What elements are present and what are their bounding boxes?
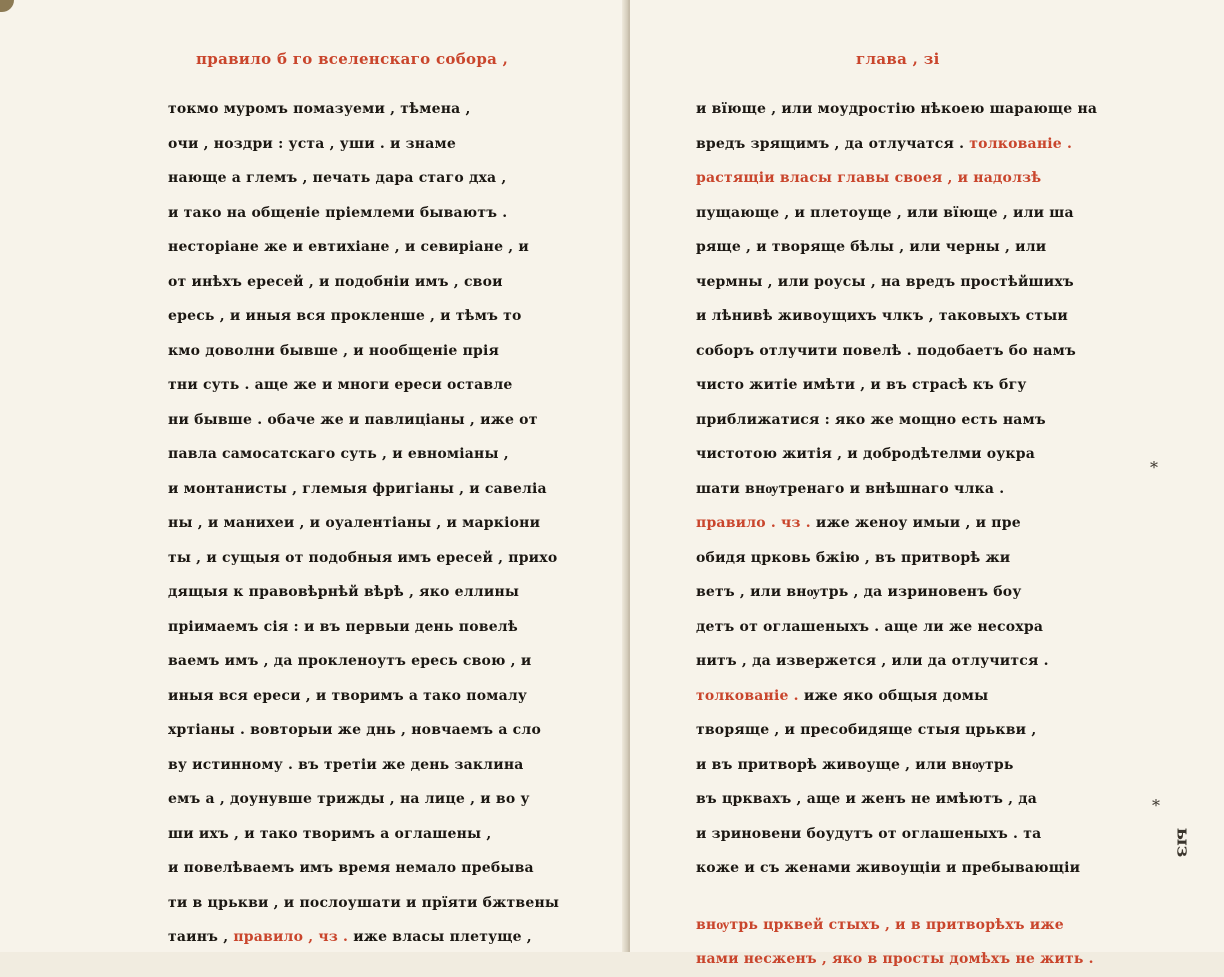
- rubric-text: толкованіе .: [696, 687, 804, 704]
- body-text: приближатися : яко же мощно есть намъ: [696, 411, 1046, 428]
- text-line: [696, 908, 1126, 943]
- text-line: [168, 575, 588, 610]
- text-line: [696, 127, 1126, 162]
- text-line: [696, 437, 1126, 472]
- text-line: [696, 92, 1126, 127]
- text-line: [168, 851, 588, 886]
- body-text: токмо муромъ помазуеми , тѣмена ,: [168, 101, 471, 117]
- text-line: [696, 942, 1126, 977]
- left-page-header: правило б го вселенскаго собора ,: [196, 50, 509, 68]
- folio-number: ыз: [1172, 827, 1194, 858]
- body-text: нающе а глемъ , печать дара стаго дха ,: [168, 170, 507, 186]
- body-text: вредъ зрящимъ , да отлучатся .: [696, 135, 970, 152]
- text-line: [168, 610, 588, 645]
- body-text: коже и съ женами живоущіи и пребывающіи: [696, 860, 1081, 876]
- text-line: [168, 713, 588, 748]
- body-text: иже женоу имыи , и пре: [815, 515, 1021, 531]
- text-line: [696, 334, 1126, 369]
- body-text: детъ от оглашеныхъ . аще ли же несохра: [696, 618, 1044, 635]
- text-line: [696, 644, 1126, 679]
- rubric-text: внѹтрь црквей стыхъ , и в притворѣхъ иже: [696, 916, 1064, 933]
- body-text: павла самосатскаго суть , и евноміаны ,: [168, 446, 509, 462]
- body-text: чисто житіе имѣти , и въ страсѣ къ бгу: [696, 377, 1027, 393]
- text-line: [696, 851, 1126, 886]
- text-line: [696, 161, 1126, 196]
- rubric-text: растящіи власы главы своея , и надолзѣ: [696, 170, 1042, 186]
- text-line: [696, 299, 1126, 334]
- body-text: ты , и сущыя от подобныя имъ ересей , прихо: [168, 549, 558, 566]
- body-text: въ црквахъ , аще и женъ не имѣютъ , да: [696, 791, 1038, 807]
- body-text: пущающе , и плетоуще , или вїюще , или ша: [696, 204, 1074, 221]
- body-text: и повелѣваемъ имъ время немало пребыва: [168, 860, 534, 876]
- body-text: соборъ отлучити повелѣ . подобаетъ бо намъ: [696, 342, 1076, 359]
- body-text: ти в црькви , и послоушати и прїяти бжтвены: [168, 894, 560, 911]
- text-line: [168, 748, 588, 783]
- text-line: [168, 782, 588, 817]
- text-line: [696, 575, 1126, 610]
- text-line: [168, 161, 588, 196]
- body-text: чистотою житія , и добродѣтелми оукра: [696, 446, 1035, 462]
- left-page: [0, 0, 628, 952]
- text-line: [696, 782, 1126, 817]
- body-text: и вїюще , или моудростію нѣкоею шарающе на: [696, 101, 1098, 117]
- body-text: ши ихъ , и тако творимъ а оглашены ,: [168, 825, 492, 842]
- body-text: хртіаны . вовторыи же днь , новчаемъ а сло: [168, 722, 542, 738]
- body-text: ни бывше . обаче же и павлиціаны , иже от: [168, 411, 538, 428]
- text-line: [168, 817, 588, 852]
- text-line: [168, 679, 588, 714]
- body-text: пріимаемъ сія : и въ первыи день повелѣ: [168, 618, 518, 635]
- left-page-text: [168, 92, 588, 955]
- text-line: [696, 541, 1126, 576]
- body-text: и лѣнивѣ живоущихъ члкъ , таковыхъ стыи: [696, 308, 1069, 324]
- body-text: ряще , и творяще бѣлы , или черны , или: [696, 239, 1047, 255]
- body-text: иже власы плетуще ,: [348, 929, 532, 945]
- text-line: [168, 230, 588, 265]
- text-line: [696, 265, 1126, 300]
- body-text: обидя црковь бжію , въ притворѣ жи: [696, 549, 1011, 566]
- text-line: [168, 644, 588, 679]
- margin-star-mark: *: [1150, 458, 1158, 477]
- right-page: [630, 0, 1224, 967]
- page-corner-mark: [0, 0, 14, 12]
- text-line: [168, 334, 588, 369]
- body-text: очи , ноздри : уста , уши . и знаме: [168, 135, 456, 152]
- body-text: и въ притворѣ живоуще , или внѹтрь: [696, 756, 1014, 773]
- body-text: нитъ , да извержется , или да отлучится .: [696, 653, 1049, 669]
- body-text: ву истинному . въ третіи же день заклина: [168, 756, 524, 773]
- body-text: творяще , и пресобидяще стыя црькви ,: [696, 722, 1037, 738]
- body-text: шати внѹтренаго и внѣшнаго члка .: [696, 480, 1005, 497]
- body-text: и тако на общеніе пріемлеми бываютъ .: [168, 204, 508, 221]
- text-line: [696, 748, 1126, 783]
- body-text: дящыя к правовѣрнѣй вѣрѣ , яко еллины: [168, 584, 520, 600]
- text-line: [168, 92, 588, 127]
- text-line: [168, 886, 588, 921]
- body-text: иже яко общыя домы: [803, 687, 989, 704]
- text-line: [696, 368, 1126, 403]
- body-text: иныя вся ереси , и творимъ а тако помалу: [168, 687, 528, 704]
- text-line: [168, 437, 588, 472]
- text-line: [696, 610, 1126, 645]
- body-text: несторіане же и евтихіане , и севиріане , и: [168, 239, 530, 255]
- rubric-text: нами несженъ , яко в просты домѣхъ не жить .: [696, 951, 1094, 967]
- text-line: [168, 196, 588, 231]
- body-text: тни суть . аще же и многи ереси оставле: [168, 377, 513, 393]
- text-line: [696, 679, 1126, 714]
- text-line: [696, 403, 1126, 438]
- text-line: [696, 817, 1126, 852]
- body-text: и зриновени боудутъ от оглашеныхъ . та: [696, 825, 1042, 842]
- body-text: и монтанисты , глемыя фригіаны , и савеліа: [168, 480, 547, 497]
- text-line: [696, 713, 1126, 748]
- rubric-text: толкованіе .: [969, 135, 1073, 152]
- body-text: чермны , или роусы , на вредъ простѣйшихъ: [696, 273, 1074, 290]
- body-text: кмо доволни бывше , и нообщеніе прія: [168, 342, 500, 359]
- text-line: [168, 506, 588, 541]
- right-page-text: [696, 92, 1126, 977]
- body-text: ересь , и иныя вся прокленше , и тѣмъ то: [168, 308, 522, 324]
- body-text: ны , и манихеи , и оуалентіаны , и маркіони: [168, 515, 541, 531]
- text-line: [168, 472, 588, 507]
- rubric-text: правило , чз .: [233, 929, 349, 945]
- text-line: [696, 196, 1126, 231]
- text-line: [168, 127, 588, 162]
- text-line: [168, 541, 588, 576]
- right-page-header: глава , зі: [856, 50, 940, 68]
- body-text: ветъ , или внѹтрь , да изриновенъ боу: [696, 584, 1022, 600]
- text-line: [696, 506, 1126, 541]
- body-text: емъ а , доунувше трижды , на лице , и во у: [168, 791, 530, 807]
- text-line: [696, 230, 1126, 265]
- rubric-text: правило . чз .: [696, 515, 816, 531]
- text-line: [168, 920, 588, 955]
- text-line: [168, 265, 588, 300]
- text-line: [168, 368, 588, 403]
- text-line: [168, 403, 588, 438]
- body-text: ваемъ имъ , да прокленоутъ ересь свою , и: [168, 653, 532, 669]
- body-text: таинъ ,: [168, 929, 234, 945]
- margin-star-mark: *: [1152, 796, 1160, 815]
- text-line: [696, 472, 1126, 507]
- text-line: [168, 299, 588, 334]
- body-text: от инѣхъ ересей , и подобніи имъ , свои: [168, 273, 503, 290]
